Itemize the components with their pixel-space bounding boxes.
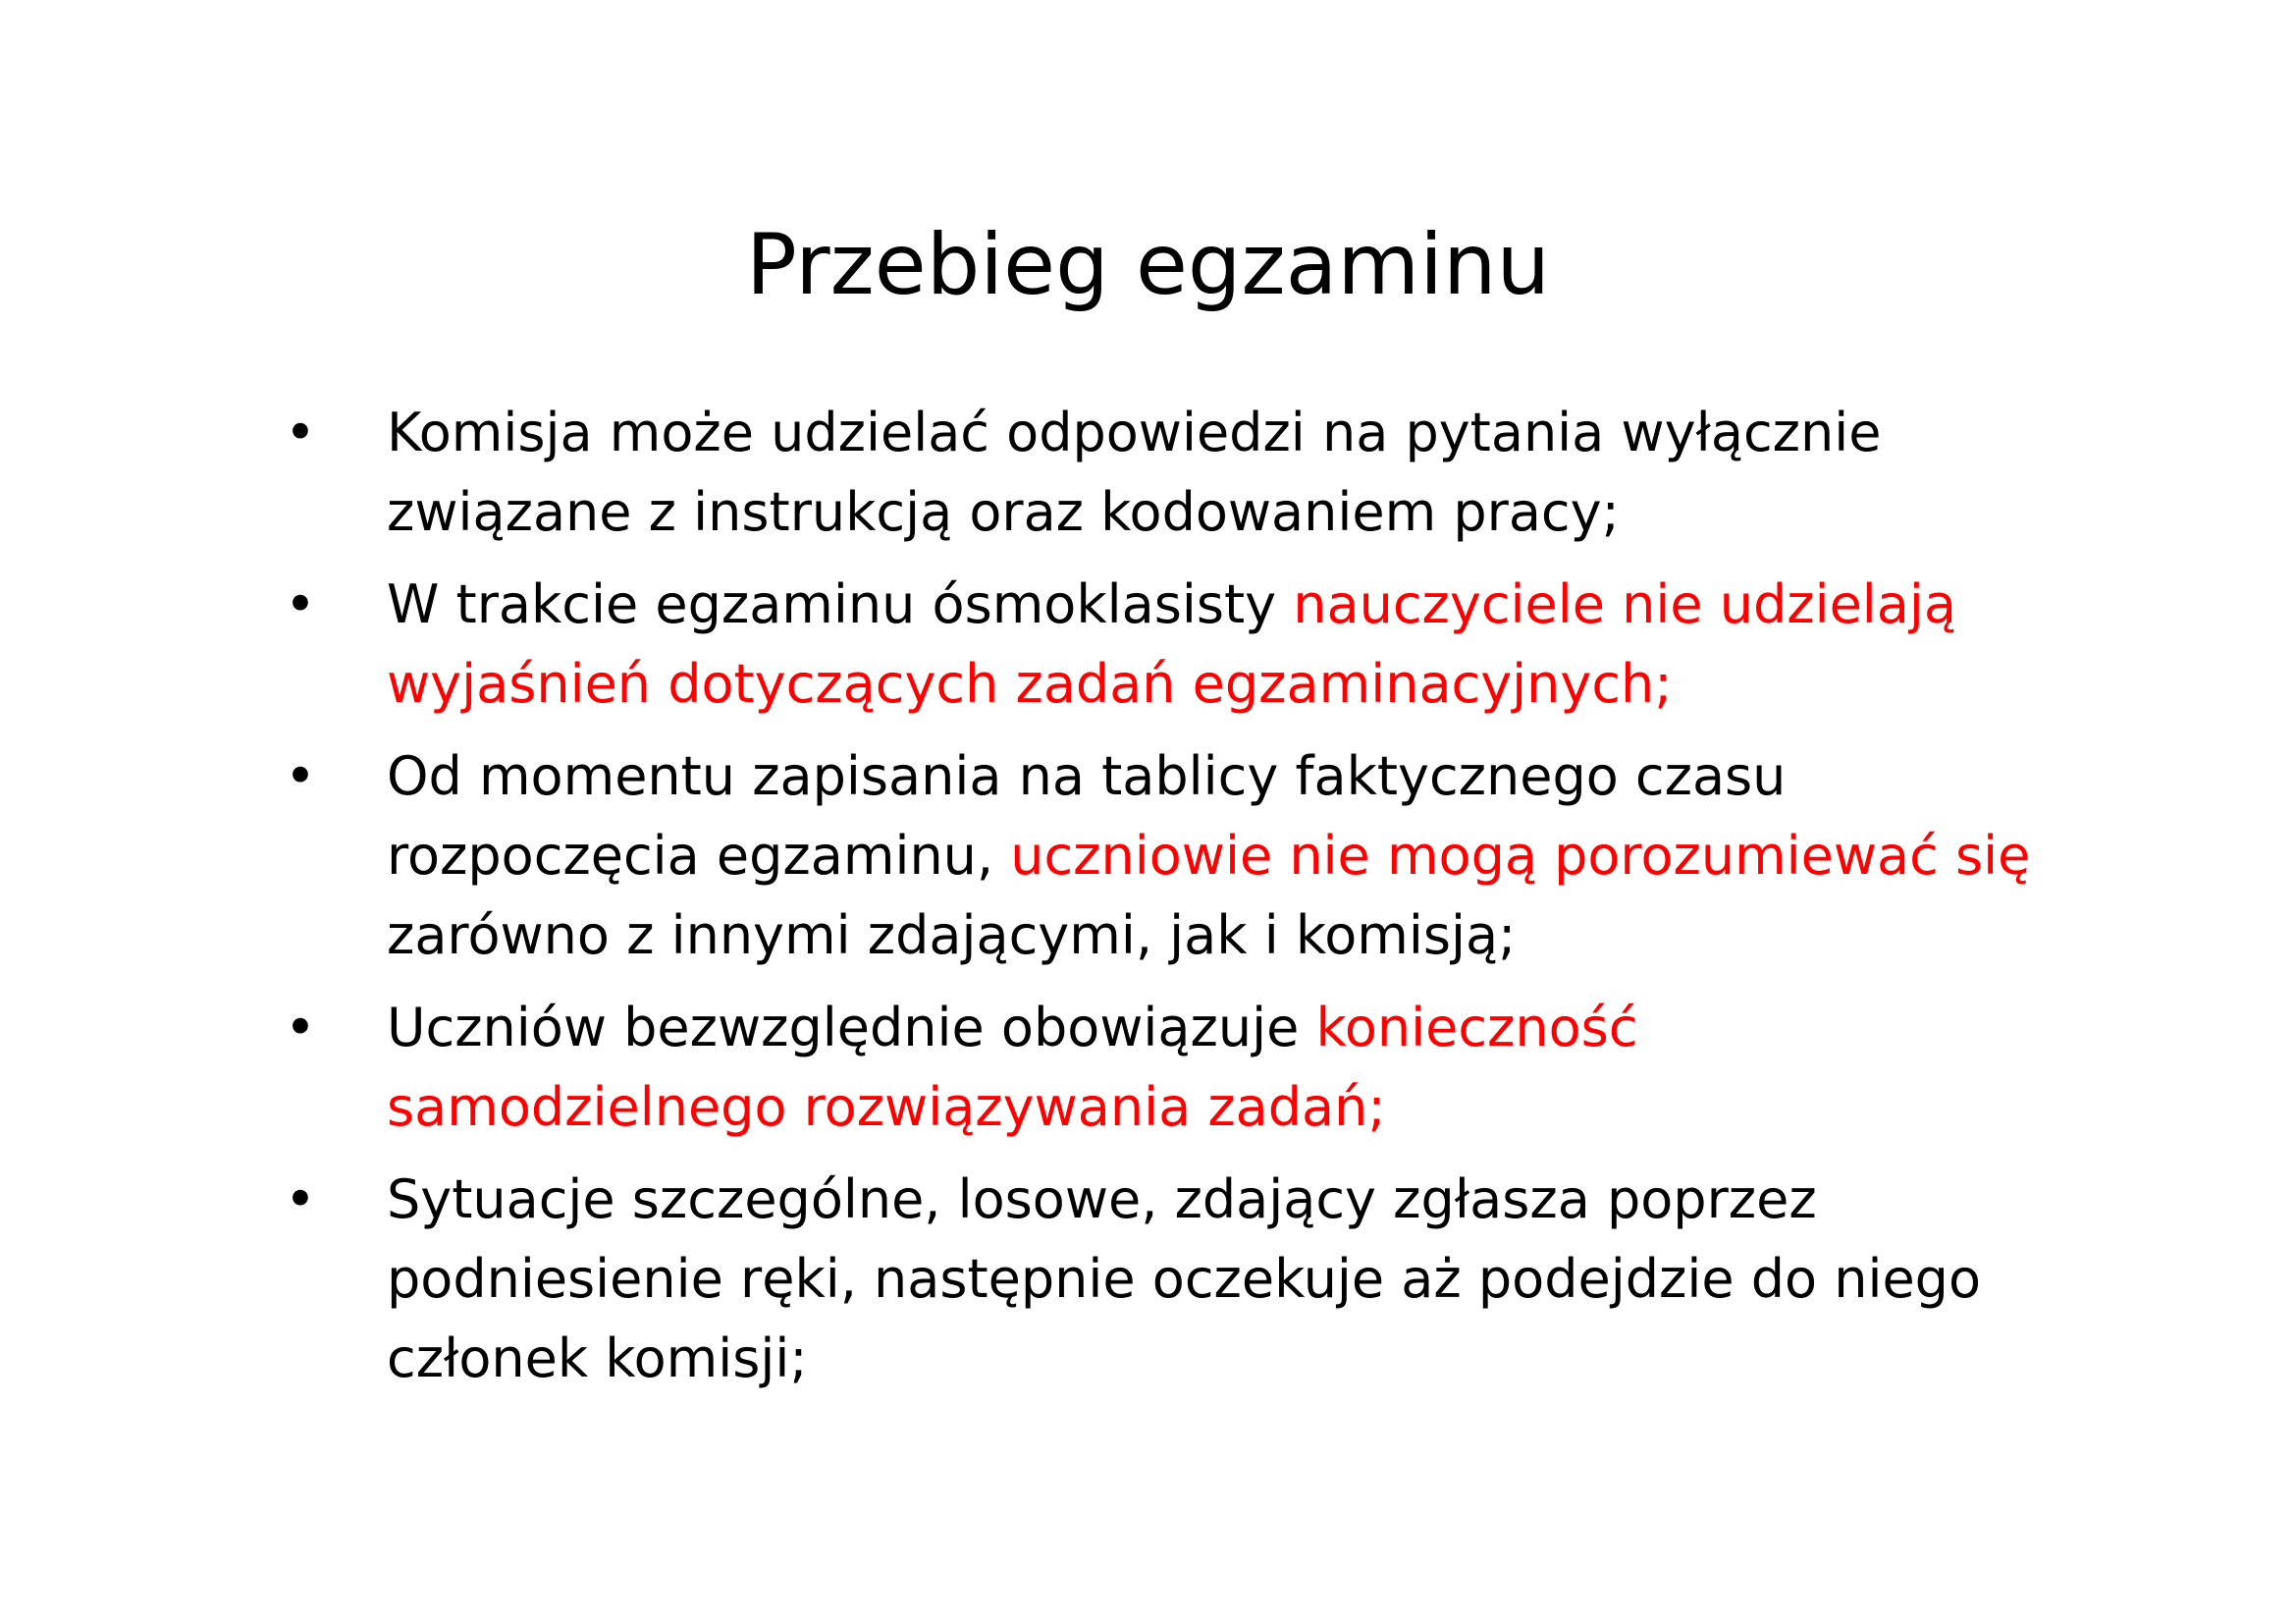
- bullet-text: Komisja może udzielać odpowiedzi na pytania wyłącznie związane z instrukcją oraz kodowaniem pracy;: [387, 402, 1882, 543]
- slide-title: Przebieg egzaminu: [745, 216, 1551, 314]
- bullet-dot-icon: •: [285, 745, 316, 807]
- highlighted-text: konieczność samodzielnego rozwiązywania zadań;: [387, 997, 1638, 1138]
- bullet-item: [285, 736, 2052, 975]
- bullet-text: zarówno z innymi zdającymi, jak i komisją;: [387, 904, 1517, 966]
- bullet-text: W trakcie egzaminu ósmoklasisty: [387, 573, 1294, 635]
- bullet-dot-icon: •: [285, 402, 316, 463]
- bullet-text: Od momentu zapisania na tablicy faktycznego czasu rozpoczęcia egzaminu,: [387, 745, 1787, 887]
- bullet-dot-icon: •: [285, 1168, 316, 1230]
- bullet-item: [285, 1160, 2052, 1398]
- highlighted-text: nauczyciele nie udzielają wyjaśnień dotyczących zadań egzaminacyjnych;: [387, 573, 1956, 715]
- highlighted-text: uczniowie nie mogą porozumiewać się: [1010, 825, 2031, 887]
- bullet-text: Sytuacje szczególne, losowe, zdający zgłasza poprzez podniesienie ręki, następnie oczekuje aż podejdzie do niego członek komisji;: [387, 1168, 1981, 1389]
- bullet-dot-icon: •: [285, 573, 316, 635]
- bullet-list: [285, 393, 2052, 1411]
- bullet-text: Uczniów bezwzględnie obowiązuje: [387, 997, 1316, 1058]
- bullet-item: [285, 565, 2052, 724]
- bullet-item: [285, 988, 2052, 1147]
- bullet-dot-icon: •: [285, 997, 316, 1058]
- bullet-item: [285, 393, 2052, 552]
